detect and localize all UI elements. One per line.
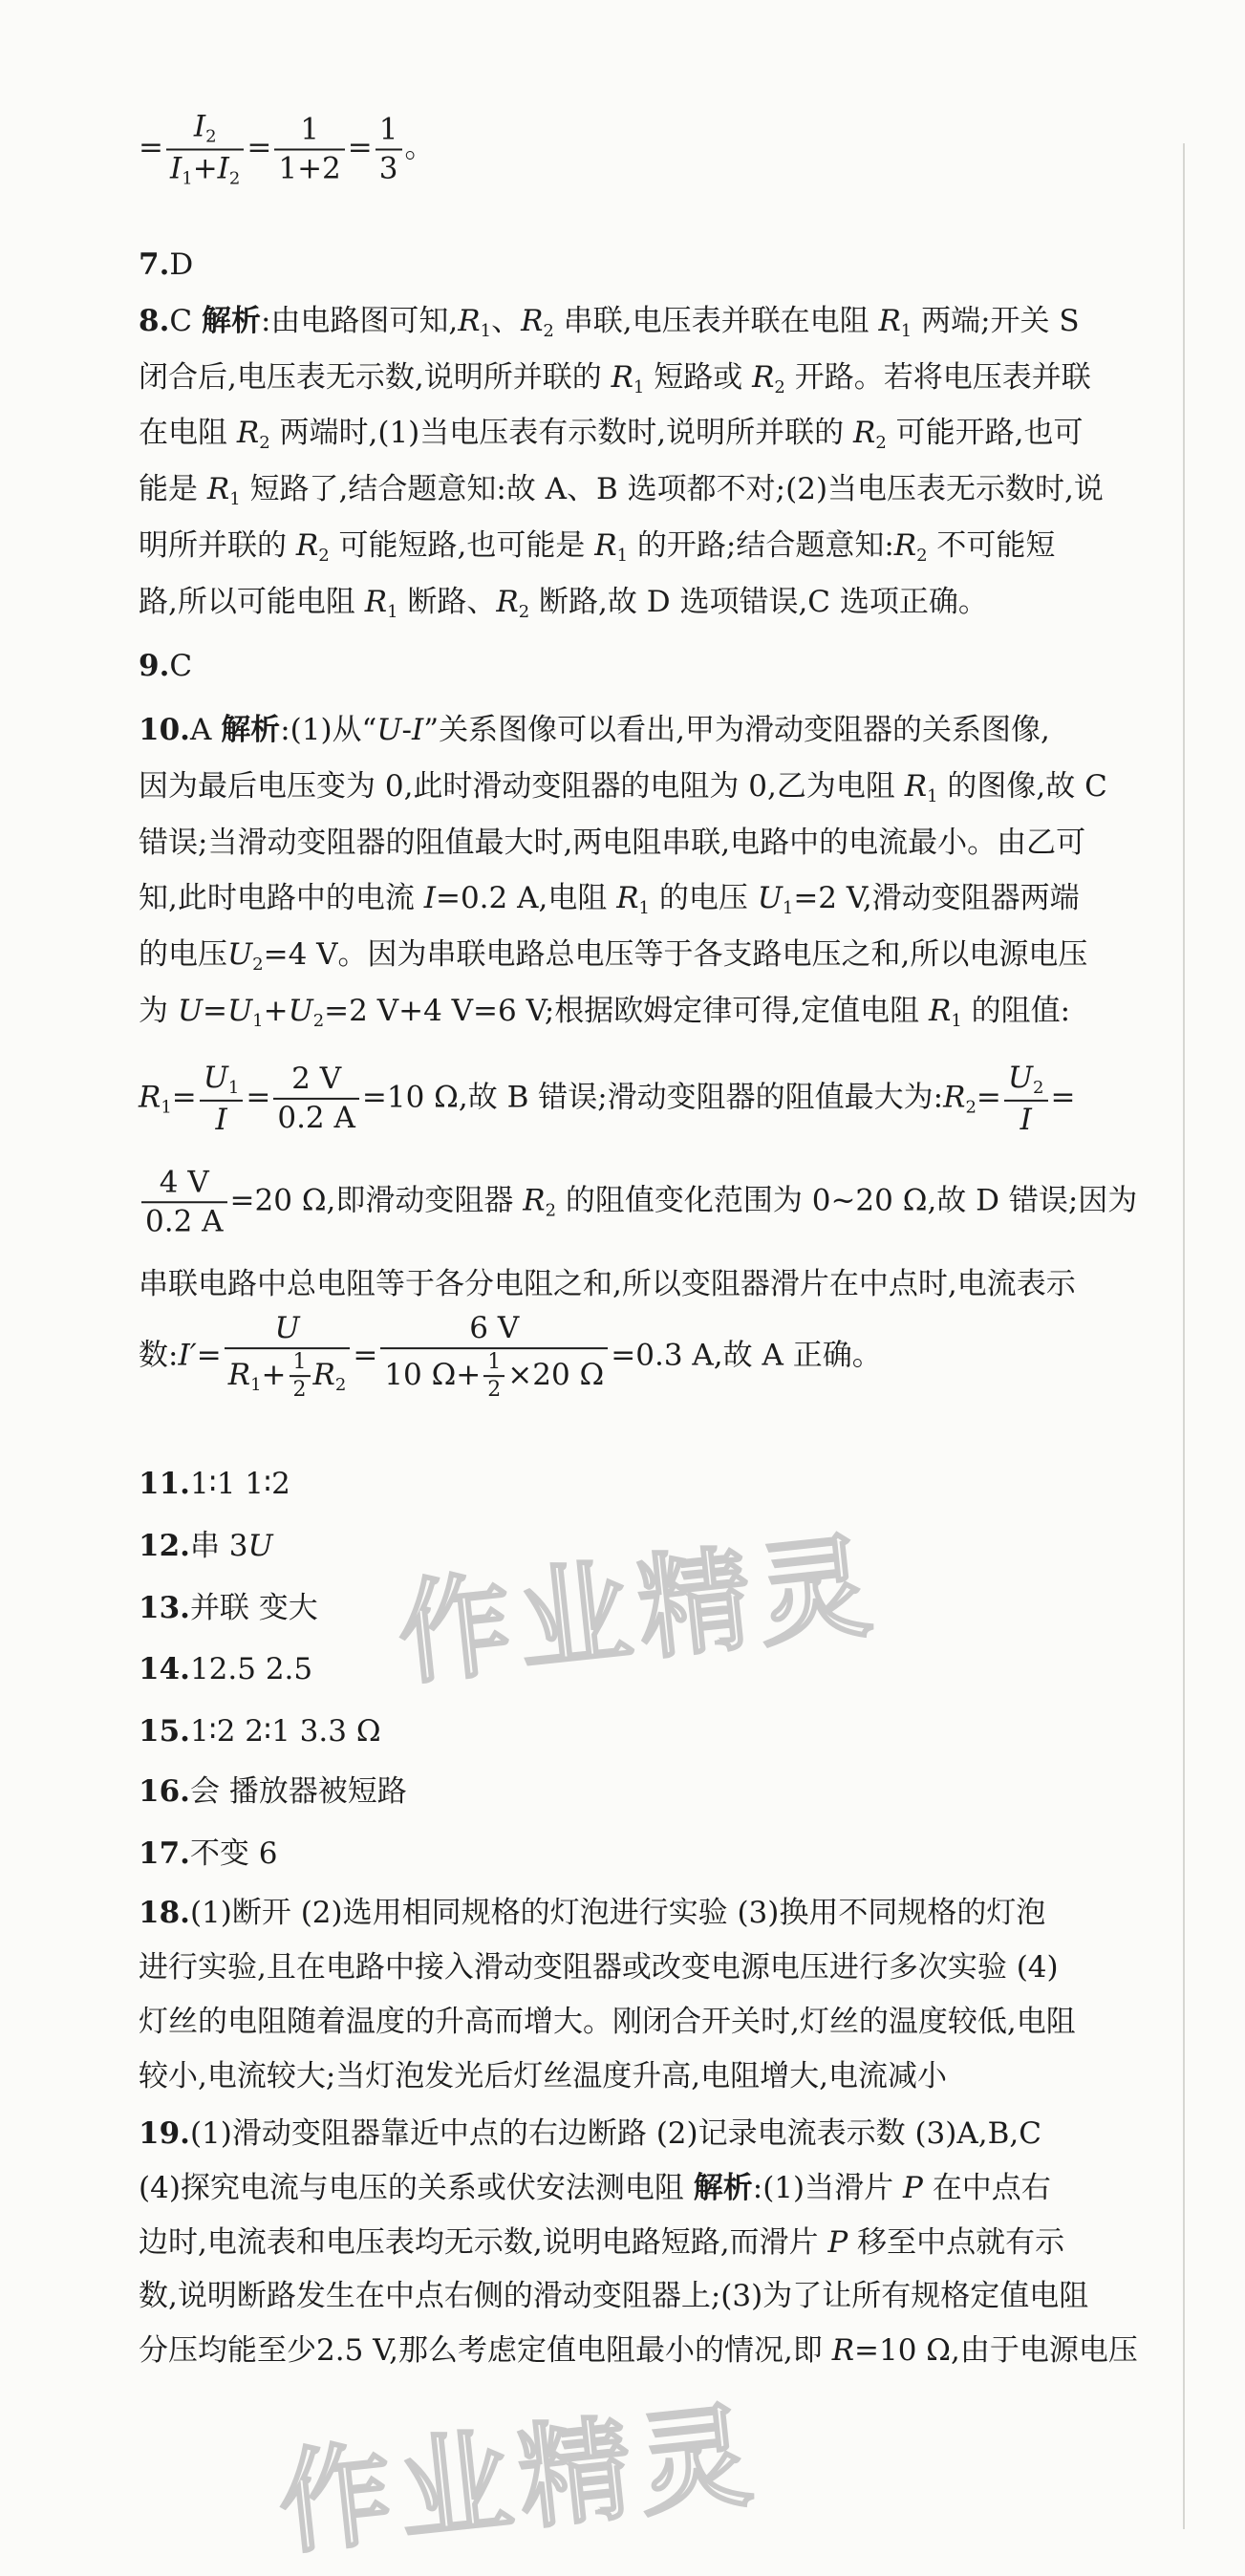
- fraction: $\frac{4 V}{0.2 A}$: [141, 1164, 227, 1240]
- page-edge-shadow: [1183, 143, 1185, 2529]
- fraction: $\frac{1}{1+2}$: [274, 111, 344, 187]
- answer-10-line-3: 错误;当滑动变阻器的阻值最大时,两电阻串联,电路中的电流最小。由乙可: [139, 826, 1086, 860]
- fraction: $\frac{I2}{I1+I2}$: [166, 109, 244, 190]
- answer-8-line-6: 路,所以可能电阻 R1 断路、R2 断路,故 D 选项错误,C 选项正确。: [139, 585, 988, 622]
- fraction: $\frac{U2}{I}$: [1004, 1060, 1048, 1138]
- answer-18-line-1: 18.(1)断开 (2)选用相同规格的灯泡进行实验 (3)换用不同规格的灯泡: [139, 1896, 1046, 1930]
- answer-14: 14.12.5 2.5: [139, 1652, 313, 1686]
- answer-10-line-10: 数:I′= U R1+ $\frac{1}{2}$ R2 = 6 V 10 Ω+ $\frac{1}{2}$ ×20 Ω =0.3 A,故 A 正确。: [139, 1311, 882, 1403]
- answer-8-line-2: 闭合后,电压表无示数,说明所并联的 R1 短路或 R2 开路。若将电压表并联: [139, 360, 1091, 397]
- answer-8-line-3: 在电阻 R2 两端时,(1)当电压表有示数时,说明所并联的 R2 可能开路,也可: [139, 416, 1084, 453]
- answer-19-line-3: 边时,电流表和电压表均无示数,说明电路短路,而滑片 P 移至中点就有示: [139, 2225, 1065, 2260]
- answer-9: 9.C: [139, 649, 193, 683]
- answer-19-line-4: 数,说明断路发生在中点右侧的滑动变阻器上;(3)为了让所有规格定值电阻: [139, 2279, 1089, 2313]
- fraction: U R1+ $\frac{1}{2}$ R2: [225, 1310, 351, 1404]
- answer-10-line-7: R1= $\frac{U1}{I}$ = $\frac{2 V}{0.2 A}$ =10 Ω,故 B 错误;滑动变阻器的阻值最大为:R2= $\frac{U2}{I}$ =: [139, 1060, 1076, 1137]
- answer-10-line-5: 的电压U2=4 V。因为串联电路总电压等于各支路电压之和,所以电源电压: [139, 937, 1088, 975]
- answer-17: 17.不变 6: [139, 1836, 278, 1871]
- answer-8-line-4: 能是 R1 短路了,结合题意知:故 A、B 选项都不对;(2)当电压表无示数时,说: [139, 472, 1104, 509]
- answer-10-line-8: $\frac{4 V}{0.2 A}$ =20 Ω,即滑动变阻器 R2 的阻值变化范围为 0~20 Ω,故 D 错误;因为: [139, 1164, 1137, 1240]
- answer-10-line-2: 因为最后电压变为 0,此时滑动变阻器的电阻为 0,乙为电阻 R1 的图像,故 C: [139, 769, 1107, 806]
- answer-12: 12.串 3U: [139, 1529, 273, 1563]
- answer-10-line-6: 为 U=U1+U2=2 V+4 V=6 V;根据欧姆定律可得,定值电阻 R1 的阻值:: [139, 994, 1071, 1031]
- fraction: $\frac{U1}{I}$: [200, 1060, 244, 1138]
- answer-16: 16.会 播放器被短路: [139, 1774, 407, 1809]
- answer-10-line-4: 知,此时电路中的电流 I=0.2 A,电阻 R1 的电压 U1=2 V,滑动变阻器两端: [139, 881, 1080, 918]
- answer-19-line-1: 19.(1)滑动变阻器靠近中点的右边断路 (2)记录电流表示数 (3)A,B,C: [139, 2116, 1041, 2151]
- answer-19-line-5: 分压均能至少2.5 V,那么考虑定值电阻最小的情况,即 R=10 Ω,由于电源电压: [139, 2333, 1138, 2368]
- answer-18-line-4: 较小,电流较大;当灯泡发光后灯丝温度升高,电阻增大,电流减小: [139, 2059, 948, 2093]
- answer-18-line-3: 灯丝的电阻随着温度的升高而增大。刚闭合开关时,灯丝的温度较低,电阻: [139, 2005, 1076, 2039]
- answer-10-line-9: 串联电路中总电阻等于各分电阻之和,所以变阻器滑片在中点时,电流表示: [139, 1267, 1076, 1301]
- fraction: $\frac{2 V}{0.2 A}$: [273, 1061, 359, 1137]
- answer-8-line-1: 8.C 解析:由电路图可知,R1、R2 串联,电压表并联在电阻 R1 两端;开关 S: [139, 304, 1080, 341]
- answer-19-line-2: (4)探究电流与电压的关系或伏安法测电阻 解析:(1)当滑片 P 在中点右: [139, 2171, 1051, 2205]
- answer-8-line-5: 明所并联的 R2 可能短路,也可能是 R1 的开路;结合题意知:R2 不可能短: [139, 528, 1056, 566]
- answer-7: 7.D: [139, 247, 194, 282]
- watermark: 作业精灵: [272, 2388, 765, 2570]
- answer-13: 13.并联 变大: [139, 1591, 318, 1625]
- watermark: 作业精灵: [392, 1518, 885, 1701]
- fraction: $\frac{1}{3}$: [376, 111, 402, 187]
- fraction: 6 V 10 Ω+ $\frac{1}{2}$ ×20 Ω: [380, 1310, 608, 1404]
- answer-10-line-1: 10.A 解析:(1)从“U-I”关系图像可以看出,甲为滑动变阻器的关系图像,: [139, 713, 1050, 747]
- answer-18-line-2: 进行实验,且在电路中接入滑动变阻器或改变电源电压进行多次实验 (4): [139, 1950, 1059, 1985]
- answer-11: 11.1∶1 1∶2: [139, 1467, 290, 1501]
- answer-15: 15.1∶2 2∶1 3.3 Ω: [139, 1714, 381, 1749]
- equation-line: = $\frac{I2}{I1+I2}$ = $\frac{1}{1+2}$ = $\frac{1}{3}$ 。: [139, 109, 435, 188]
